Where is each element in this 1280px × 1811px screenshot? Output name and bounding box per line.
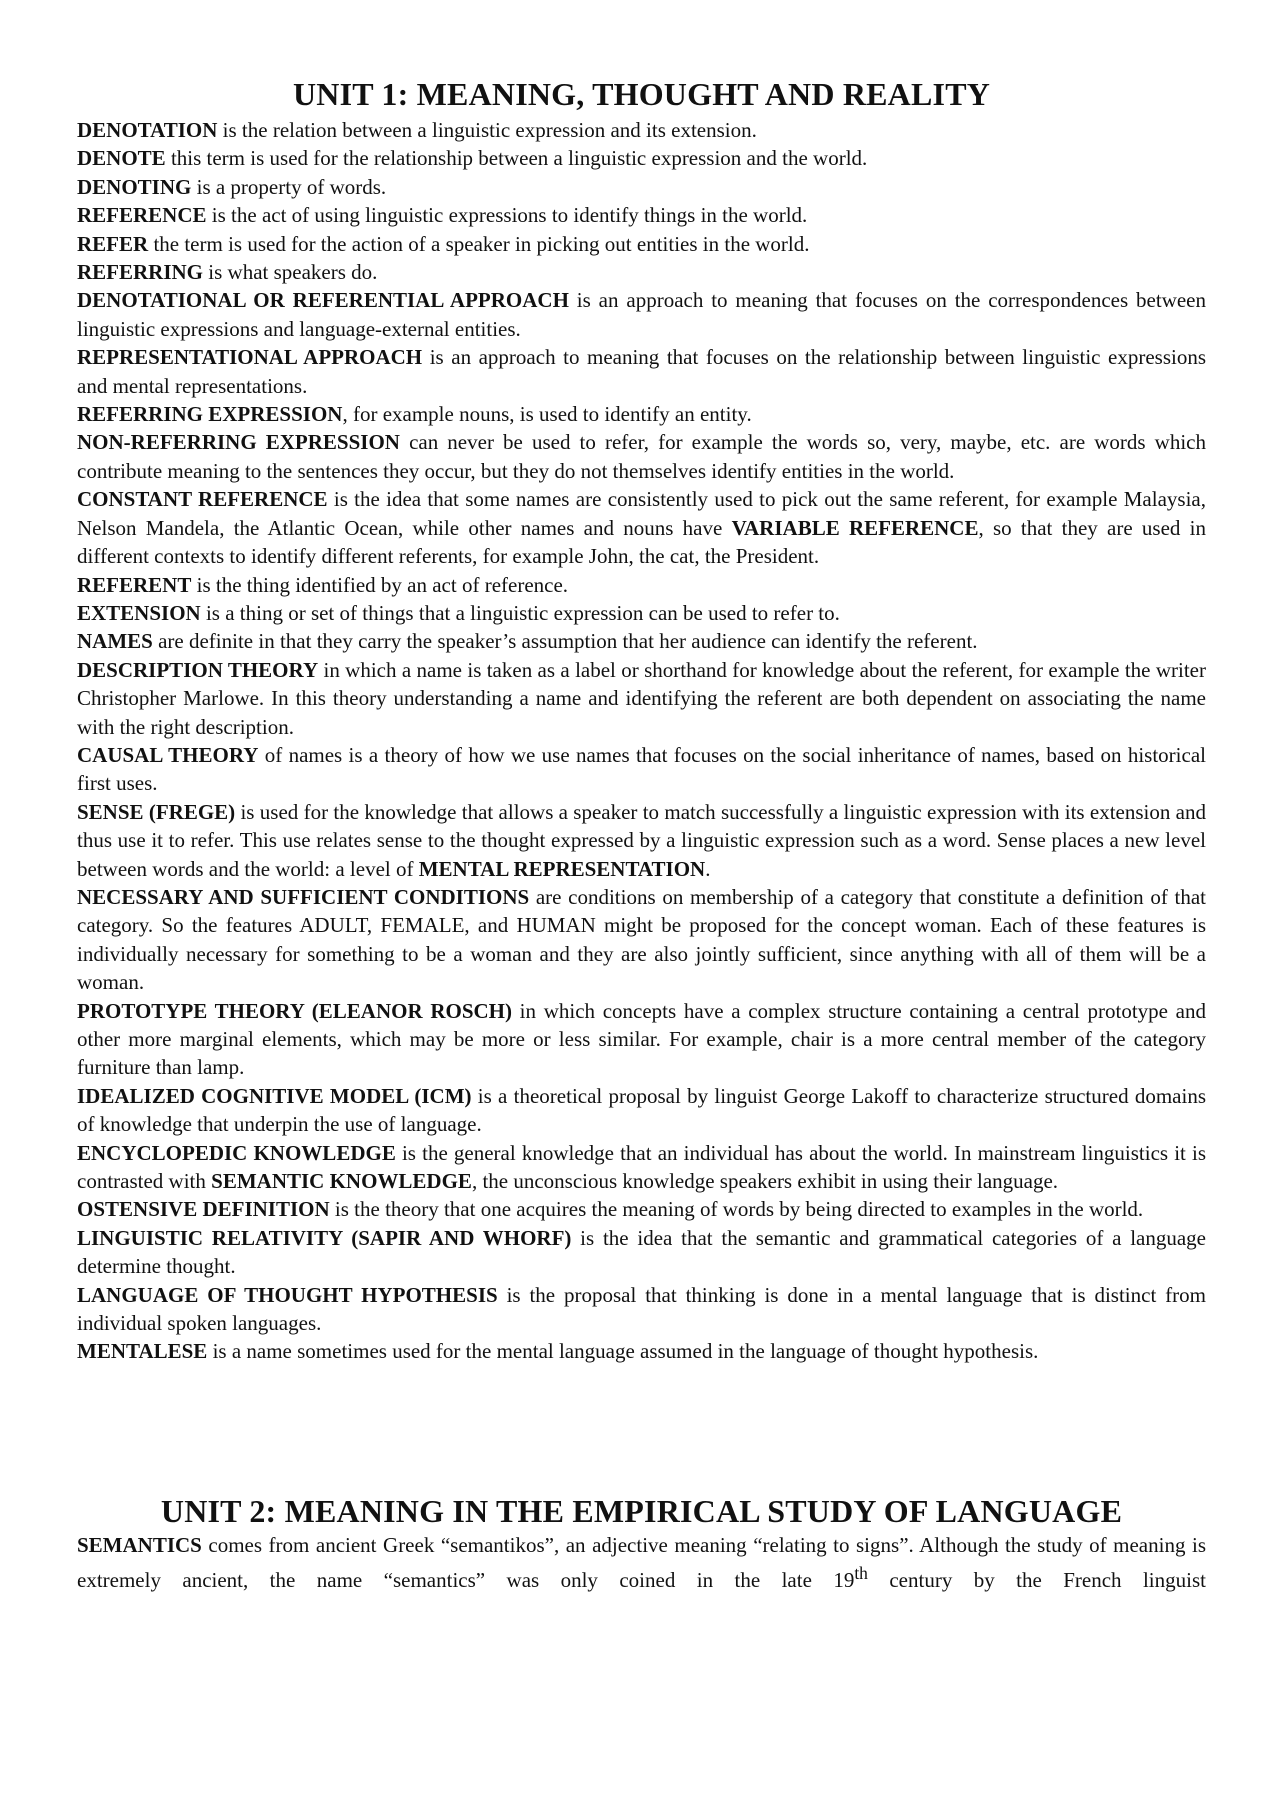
glossary-definition: is used for the knowledge that allows a speaker to match successfully a linguistic expression with its extension and thus use it to refer. This use relates sense to the thought expressed by a linguistic expression such as a word. Sense places a new level between words and the world: a level of [77,799,1206,881]
glossary-definition: is a thing or set of things that a linguistic expression can be used to refer to. [200,600,840,625]
unit-1-section [77,74,1206,1366]
glossary-entry-mentalese [77,1337,1206,1365]
glossary-definition: is the general knowledge that an individual has about the world. In mainstream linguistics it is contrasted with [77,1140,1206,1194]
glossary-definition: comes from ancient Greek “semantikos”, an adjective meaning “relating to signs”. Although the study of meaning is extremely ancient, the name “semantics” was only coined in the late 19 [77,1532,1206,1593]
glossary-term-secondary: MENTAL REPRESENTATION [418,856,706,881]
glossary-entry-names [77,627,1206,655]
glossary-term: CAUSAL THEORY [77,742,259,767]
glossary-definition-continued: , the unconscious knowledge speakers exhibit in using their language. [471,1169,1059,1194]
glossary-entry-encyclopedic-knowledge [77,1139,1206,1196]
glossary-entry-semantics [77,1531,1206,1595]
glossary-entry-language-of-thought [77,1281,1206,1338]
glossary-definition: are conditions on membership of a category that constitute a definition of that category. So the features ADULT, FEMALE, and HUMAN might be proposed for the concept woman. Each of these features is individually necessary for something to be a woman and they are also jointly sufficient, since anything with all of them will be a woman. [77,884,1206,995]
glossary-term: REFERENT [77,572,192,597]
glossary-entry-denotational-approach [77,286,1206,343]
unit-1-title: UNIT 1: MEANING, THOUGHT AND REALITY [292,76,991,112]
unit-1-glossary [77,116,1206,1366]
glossary-entry-refer [77,230,1206,258]
glossary-term: DENOTE [77,146,166,171]
glossary-entry-prototype-theory [77,997,1206,1082]
glossary-definition: is an approach to meaning that focuses on the relationship between linguistic expressions and mental representations. [77,345,1207,398]
glossary-definition: is a theoretical proposal by linguist George Lakoff to characterize structured domains of knowledge that underpin the use of language. [77,1083,1206,1137]
glossary-term: REPRESENTATIONAL APPROACH [77,345,423,370]
glossary-term: PROTOTYPE THEORY (ELEANOR ROSCH) [77,998,512,1023]
glossary-entry-reference [77,201,1206,229]
glossary-term: LANGUAGE OF THOUGHT HYPOTHESIS [77,1282,498,1307]
glossary-definition: are definite in that they carry the speaker’s assumption that her audience can identify the referent. [152,629,978,654]
glossary-definition: , for example nouns, is used to identify an entity. [342,402,752,427]
glossary-entry-representational-approach [77,343,1206,400]
glossary-entry-sense-frege [77,798,1206,883]
glossary-entry-referring [77,258,1206,286]
glossary-term: ENCYCLOPEDIC KNOWLEDGE [77,1140,396,1165]
glossary-definition: is a name sometimes used for the mental language assumed in the language of thought hypothesis. [207,1339,1039,1364]
glossary-entry-constant-reference [77,485,1206,570]
glossary-term: CONSTANT REFERENCE [77,487,328,512]
glossary-entry-necessary-sufficient-conditions [77,883,1206,997]
glossary-definition-continued: century by the French linguist [867,1568,1206,1593]
glossary-entry-denotation [77,116,1206,144]
glossary-term: NON-REFERRING EXPRESSION [77,430,400,455]
glossary-term: REFER [77,231,149,256]
glossary-term: MENTALESE [77,1339,208,1364]
glossary-entry-causal-theory [77,741,1206,798]
glossary-term: DESCRIPTION THEORY [77,657,319,682]
glossary-term: REFERRING EXPRESSION [77,402,343,427]
glossary-definition: can never be used to refer, for example the words so, very, maybe, etc. are words which contribute meaning to the sentences they occur, but they do not themselves identify entities in the world. [77,430,1206,483]
glossary-definition: is the proposal that thinking is done in a mental language that is distinct from individual spoken languages. [77,1282,1206,1336]
glossary-definition-continued: . [705,856,711,881]
glossary-definition: is what speakers do. [203,260,378,285]
glossary-entry-idealized-cognitive-model [77,1082,1206,1139]
glossary-entry-ostensive-definition [77,1195,1206,1223]
glossary-term: DENOTING [77,174,192,199]
unit-2-section [77,1491,1206,1595]
glossary-definition: is an approach to meaning that focuses on the correspondences between linguistic expressions and language-external entities. [77,288,1206,341]
glossary-entry-denote [77,144,1206,172]
glossary-term-secondary: VARIABLE REFERENCE [731,515,979,540]
glossary-definition: of names is a theory of how we use names that focuses on the social inheritance of names, based on historical first uses. [77,742,1206,796]
glossary-term: SEMANTICS [77,1532,202,1557]
glossary-term: NAMES [77,629,153,654]
glossary-term: LINGUISTIC RELATIVITY (SAPIR AND WHORF) [77,1225,572,1250]
glossary-term: EXTENSION [77,600,201,625]
glossary-entry-non-referring-expression [77,428,1206,485]
glossary-entry-description-theory [77,656,1206,741]
glossary-entry-referring-expression [77,400,1206,428]
glossary-definition-continued: , so that they are used in different contexts to identify different referents, for example John, the cat, the President. [77,515,1207,569]
glossary-term: NECESSARY AND SUFFICIENT CONDITIONS [77,884,530,909]
glossary-definition: is the idea that some names are consistently used to pick out the same referent, for example Malaysia, Nelson Mandela, the Atlantic Ocean, while other names and nouns have [77,487,1206,540]
glossary-term: DENOTATION [77,118,218,142]
glossary-entry-linguistic-relativity [77,1224,1206,1281]
glossary-definition: is a property of words. [191,174,387,199]
glossary-definition: is the act of using linguistic expressions to identify things in the world. [206,203,808,228]
glossary-definition: the term is used for the action of a speaker in picking out entities in the world. [148,231,810,256]
glossary-definition: is the theory that one acquires the meaning of words by being directed to examples in the world. [329,1197,1144,1222]
glossary-entry-referent [77,571,1206,599]
glossary-term: REFERENCE [77,203,207,228]
glossary-definition: is the idea that the semantic and grammatical categories of a language determine thought. [77,1225,1207,1279]
glossary-entry-extension [77,599,1206,627]
glossary-term-secondary: SEMANTIC KNOWLEDGE [211,1169,472,1194]
glossary-definition: in which concepts have a complex structure containing a central prototype and other more marginal elements, which may be more or less similar. For example, chair is a more central member of the category furniture than lamp. [77,998,1206,1080]
glossary-term: IDEALIZED COGNITIVE MODEL (ICM) [77,1083,472,1108]
glossary-term: OSTENSIVE DEFINITION [77,1197,330,1222]
glossary-definition: is the relation between a linguistic expression and its extension. [217,118,757,142]
glossary-definition: in which a name is taken as a label or shorthand for knowledge about the referent, for example the writer Christopher Marlowe. In this theory understanding a name and identifying the referent are both dependent on associating the name with the right description. [77,657,1206,739]
superscript-ordinal: th [854,1563,868,1584]
glossary-definition: this term is used for the relationship between a linguistic expression and the world. [165,146,868,171]
glossary-term: DENOTATIONAL OR REFERENTIAL APPROACH [77,288,569,313]
glossary-definition: is the thing identified by an act of reference. [191,572,569,597]
glossary-term: SENSE (FREGE) [77,799,236,824]
glossary-term: REFERRING [77,260,204,285]
unit-2-title: UNIT 2: MEANING IN THE EMPIRICAL STUDY OF LANGUAGE [160,1492,1123,1529]
glossary-entry-denoting [77,173,1206,201]
